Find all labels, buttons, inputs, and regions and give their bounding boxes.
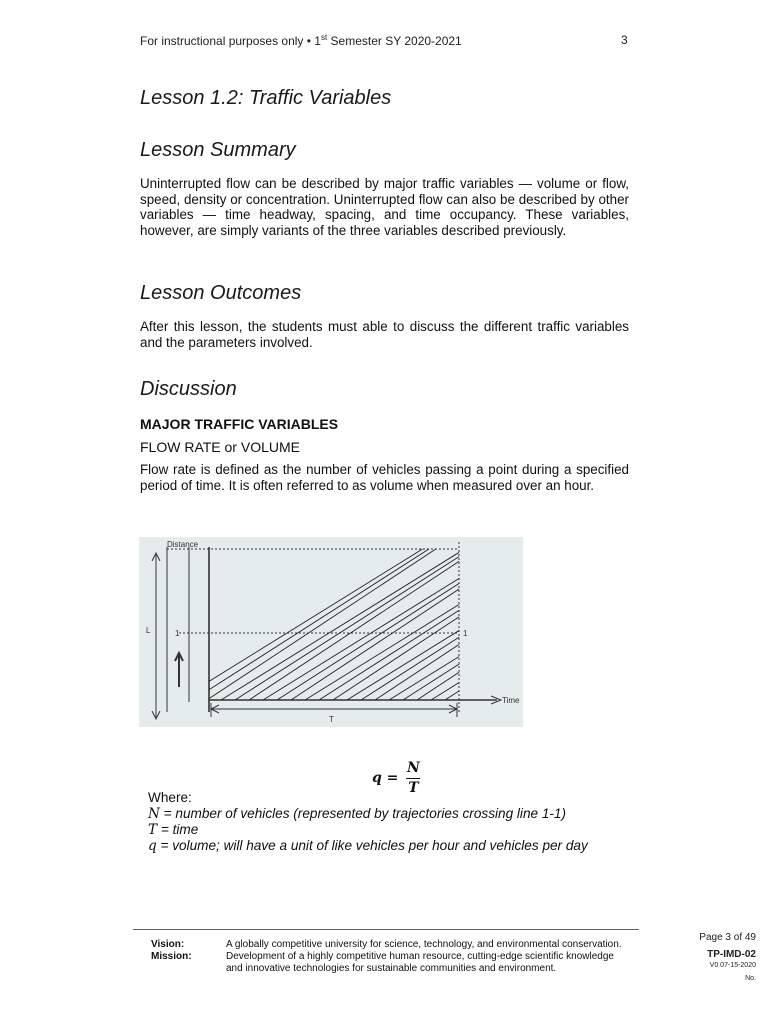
vehicle-trajectory (291, 589, 459, 700)
def-q (148, 838, 588, 854)
header-page-number: 3 (621, 33, 628, 47)
discussion-subheading: MAJOR TRAFFIC VARIABLES (140, 416, 339, 432)
outcomes-body: After this lesson, the students must able to discuss the different traffic variables and the parameters involved. (140, 319, 629, 350)
vehicle-trajectory (445, 691, 459, 700)
y-axis-label: Distance (167, 540, 199, 549)
vehicle-trajectory (277, 584, 459, 700)
summary-heading: Lesson Summary (140, 139, 296, 161)
vehicle-trajectory (235, 557, 459, 700)
def-n-text: = number of vehicles (represented by trajectories crossing line 1-1) (159, 806, 567, 821)
outcomes-heading: Lesson Outcomes (140, 282, 302, 304)
page-of-count: Page 3 of 49 (699, 932, 756, 943)
vision-text: A globally competitive university for science, technology, and environmental conservation. (226, 939, 622, 950)
mission-label: Mission: (151, 951, 192, 962)
period-label: T (329, 715, 334, 724)
vehicle-trajectory (361, 637, 459, 700)
def-q-symbol: q (148, 838, 157, 854)
formula-numerator: N (407, 760, 420, 776)
fraction-bar (406, 778, 420, 779)
vehicle-trajectory (389, 657, 459, 700)
formula-lhs: q = (372, 770, 399, 786)
def-q-text: = volume; will have a unit of like vehicles per hour and vehicles per day (156, 838, 588, 853)
vehicle-trajectory (431, 683, 459, 700)
doc-version: V0 07-15-2020 (709, 962, 756, 969)
vehicle-trajectory (333, 617, 459, 700)
line-label-left: 1 (175, 629, 180, 638)
discussion-heading: Discussion (140, 378, 237, 400)
vehicle-trajectories (209, 549, 459, 700)
footer-rule (133, 929, 639, 930)
def-t-symbol: T (148, 822, 158, 838)
doc-code: TP-IMD-02 (707, 949, 756, 960)
time-space-svg (139, 537, 523, 727)
doc-no-label: No. (745, 975, 756, 982)
summary-body: Uninterrupted flow can be described by major traffic variables — volume or flow, speed, density or concentration. Uninterrupted flow can also be described by other variables — time headway, spacing, and time occupancy. These variables, however, are simply variants of the three variables described previously. (140, 176, 629, 238)
flow-formula (372, 760, 420, 796)
x-axis-label: Time (502, 696, 520, 705)
header-text-prefix: For instructional purposes only • 1 (140, 34, 321, 48)
mission-text-line-1: Development of a highly competitive human resource, cutting-edge scientific knowledge (226, 951, 614, 962)
lesson-title: Lesson 1.2: Traffic Variables (140, 87, 392, 109)
vehicle-trajectory (209, 549, 436, 699)
discussion-body: Flow rate is defined as the number of vehicles passing a point during a specified period of time. It is often referred to as volume when measured over an hour. (140, 462, 629, 493)
def-n (148, 806, 566, 822)
vehicle-trajectory (403, 664, 459, 700)
mission-text-line-2: and innovative technologies for sustainable communities and environment. (226, 963, 557, 974)
header-text-sup: st (320, 33, 328, 42)
def-t-text: = time (157, 822, 199, 837)
vehicle-trajectory (347, 631, 459, 700)
discussion-subsubheading: FLOW RATE or VOLUME (140, 439, 300, 455)
time-space-diagram (139, 537, 523, 727)
def-n-symbol: N (148, 806, 160, 822)
running-header (140, 33, 462, 48)
vision-label: Vision: (151, 939, 185, 950)
line-label-right: 1 (463, 629, 468, 638)
length-label: L (146, 626, 151, 635)
def-t (148, 822, 198, 838)
where-label: Where: (148, 790, 192, 805)
formula-fraction (406, 760, 420, 796)
vehicle-trajectory (209, 549, 429, 690)
header-text-suffix: Semester SY 2020-2021 (327, 34, 462, 48)
formula-denominator: T (408, 780, 419, 796)
